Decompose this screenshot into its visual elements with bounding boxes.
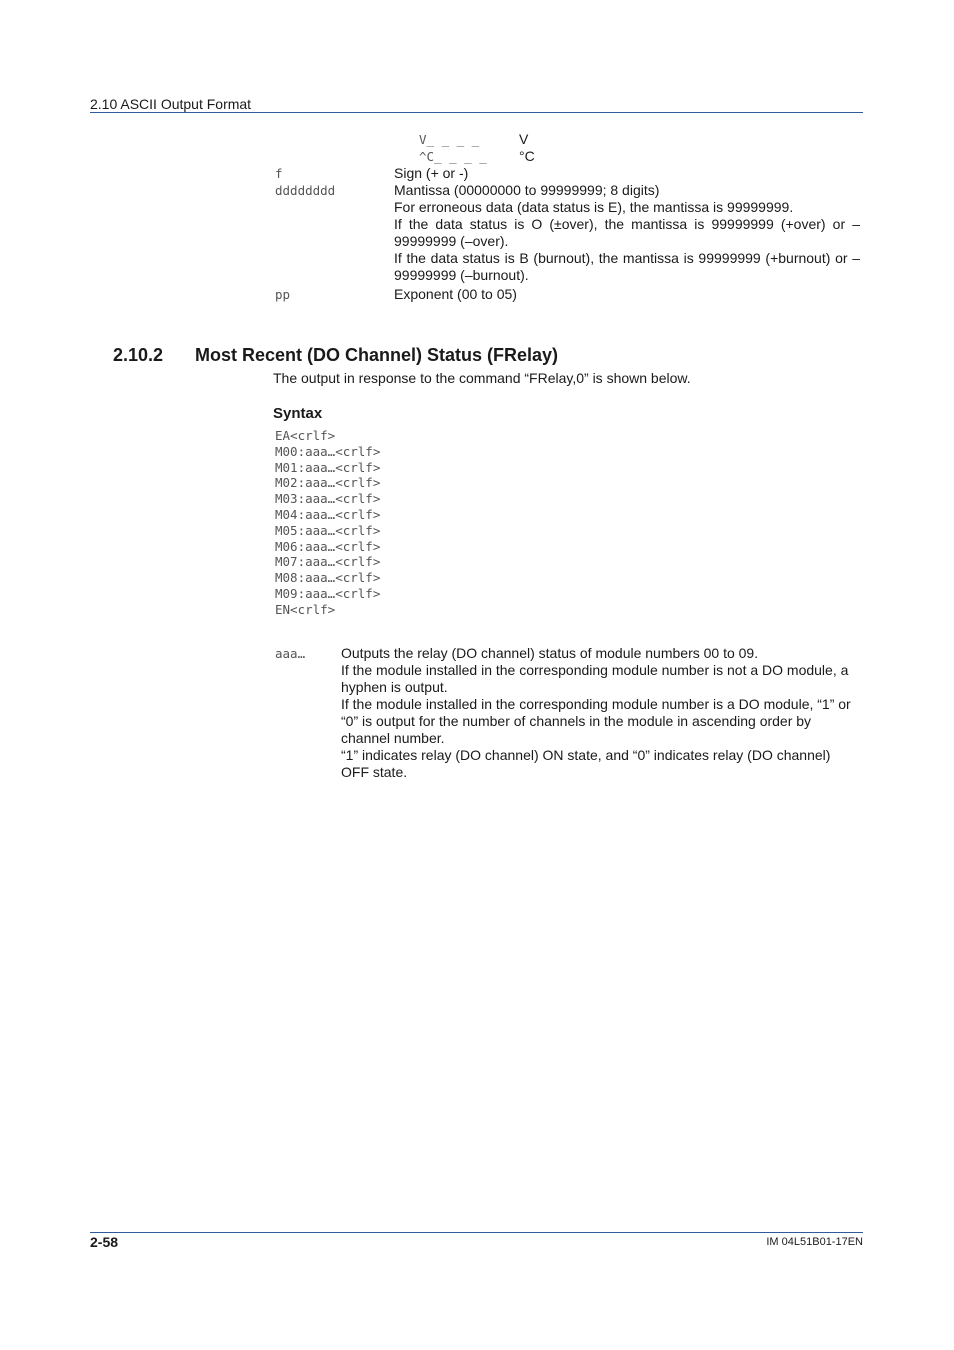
- unit-code: ^C_ _ _ _: [419, 149, 487, 164]
- field-desc-mantissa: [394, 182, 860, 284]
- desc-line: If the module installed in the corresponding module number is not a DO module, a hyphen is output.: [341, 662, 849, 695]
- desc-line: Outputs the relay (DO channel) status of module numbers 00 to 09.: [341, 645, 759, 661]
- desc-line: If the module installed in the corresponding module number is a DO module, “1” or “0” is output for the number of channels in the module in ascending order by channel number.: [341, 696, 851, 746]
- code-line: M01:aaa…<crlf>: [275, 459, 381, 475]
- syntax-code-block: [275, 428, 380, 618]
- desc-line: If the data status is B (burnout), the mantissa is 99999999 (+burnout) or –99999999 (–burnout).: [394, 250, 860, 283]
- section-heading: [113, 345, 558, 366]
- unit-code: V_ _ _ _: [419, 132, 480, 147]
- aaa-description: [341, 645, 861, 781]
- field-term-f: f: [275, 166, 283, 181]
- field-term-exponent: pp: [275, 287, 291, 302]
- field-desc-f: Sign (+ or -): [394, 165, 469, 181]
- footer-rule: [90, 1232, 863, 1233]
- unit-row-volt: [419, 131, 528, 148]
- section-title: Most Recent (DO Channel) Status (FRelay): [195, 345, 559, 365]
- document-id: IM 04L51B01-17EN: [766, 1236, 863, 1248]
- field-term-mantissa: dddddddd: [275, 183, 336, 198]
- code-line: M08:aaa…<crlf>: [275, 570, 381, 586]
- section-intro: The output in response to the command “FRelay,0” is shown below.: [273, 370, 691, 386]
- unit-label: V: [519, 131, 529, 147]
- section-number: 2.10.2: [113, 345, 164, 365]
- code-line: M00:aaa…<crlf>: [275, 443, 381, 459]
- desc-line: Mantissa (00000000 to 99999999; 8 digits): [394, 182, 660, 198]
- code-line: M04:aaa…<crlf>: [275, 506, 381, 522]
- unit-row-celsius: [419, 148, 535, 165]
- desc-line: “1” indicates relay (DO channel) ON state, and “0” indicates relay (DO channel) OFF state.: [341, 747, 831, 780]
- code-line: M07:aaa…<crlf>: [275, 554, 381, 570]
- code-line: EA<crlf>: [275, 428, 336, 443]
- unit-label: °C: [519, 148, 535, 164]
- running-header: 2.10 ASCII Output Format: [90, 96, 252, 112]
- header-rule: [90, 112, 863, 113]
- desc-line: If the data status is O (±over), the mantissa is 99999999 (+over) or –99999999 (–over).: [394, 216, 860, 249]
- page-number: 2-58: [90, 1234, 119, 1250]
- syntax-heading: Syntax: [273, 405, 323, 422]
- field-desc-exponent: Exponent (00 to 05): [394, 286, 517, 302]
- code-line: EN<crlf>: [275, 601, 336, 617]
- aaa-term: aaa…: [275, 646, 306, 661]
- desc-line: For erroneous data (data status is E), the mantissa is 99999999.: [394, 199, 794, 215]
- code-line: M09:aaa…<crlf>: [275, 585, 381, 601]
- code-line: M02:aaa…<crlf>: [275, 475, 381, 491]
- code-line: M05:aaa…<crlf>: [275, 522, 381, 538]
- code-line: M03:aaa…<crlf>: [275, 491, 381, 507]
- code-line: M06:aaa…<crlf>: [275, 538, 381, 554]
